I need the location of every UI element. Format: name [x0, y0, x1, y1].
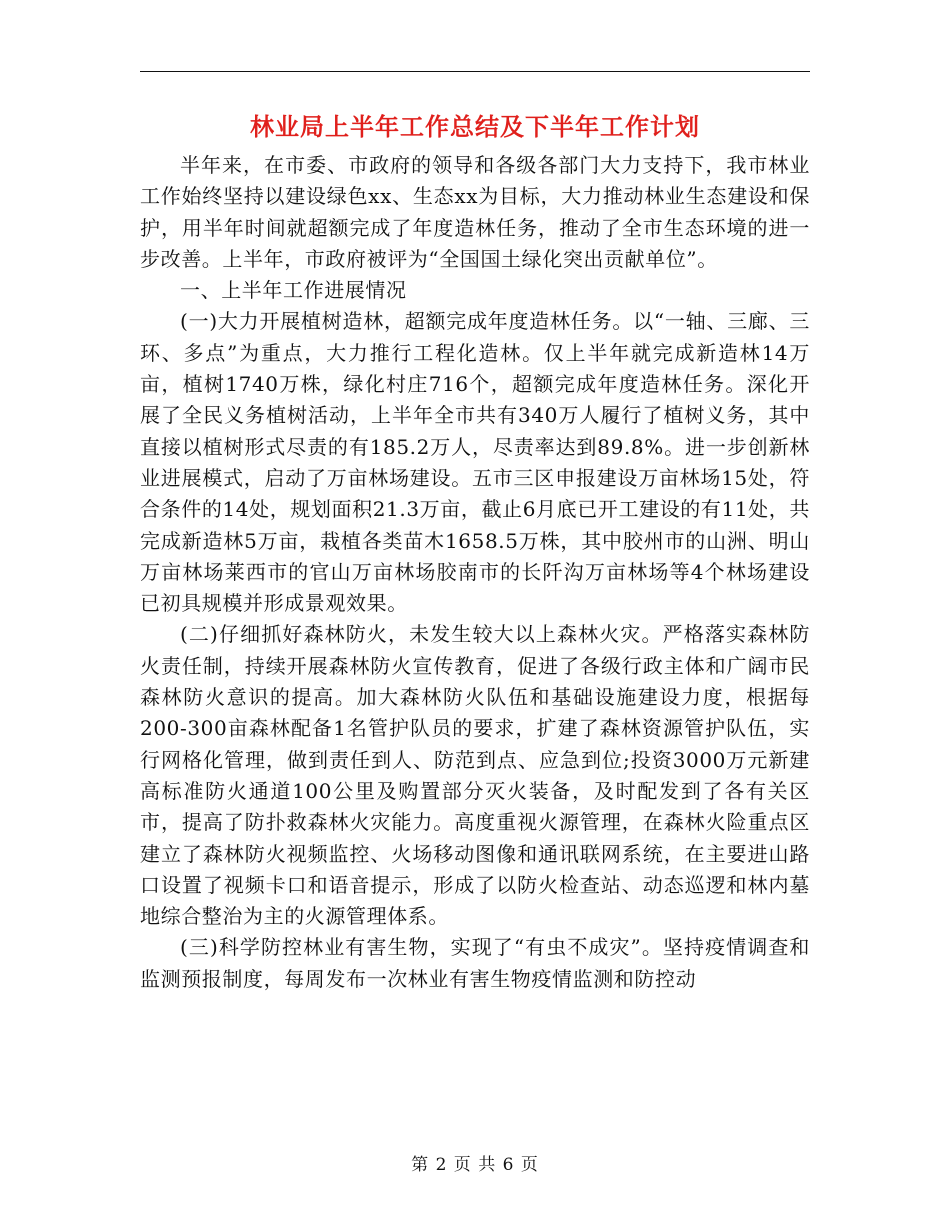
intro-paragraph: 半年来，在市委、市政府的领导和各级各部门大力支持下，我市林业工作始终坚持以建设绿色xx、生态xx为目标，大力推动林业生态建设和保护，用半年时间就超额完成了年度造林任务，推动了全市生态环境的进一步改善。上半年，市政府被评为“全国国土绿化突出贡献单位”。: [140, 153, 810, 271]
page-number: 第 2 页 共 6 页: [411, 1155, 539, 1175]
document-title: 林业局上半年工作总结及下半年工作计划: [250, 112, 700, 141]
afforestation-paragraph: (一)大力开展植树造林，超额完成年度造林任务。以“一轴、三廊、三环、多点”为重点，大力推行工程化造林。仅上半年就完成新造林14万亩，植树1740万株，绿化村庄716个，超额完成年度造林任务。深化开展了全民义务植树活动，上半年全市共有340万人履行了植树义务，其中直接以植树形式尽责的有185.2万人，尽责率达到89.8%。进一步创新林业进展模式，启动了万亩林场建设。五市三区申报建设万亩林场15处，符合条件的14处，规划面积21.3万亩，截止6月底已开工建设的有11处，共完成新造林5万亩，栽植各类苗木1658.5万株，其中胶州市的山洲、明山万亩林场莱西市的官山万亩林场胶南市的长阡沟万亩林场等4个林场建设已初具规模并形成景观效果。: [140, 309, 810, 616]
document-body: [140, 150, 810, 995]
section-heading: 一、上半年工作进展情况: [180, 278, 407, 303]
header-rule: [140, 71, 810, 72]
pest-control-paragraph: (三)科学防控林业有害生物，实现了“有虫不成灾”。坚持疫情调查和监测预报制度，每周发布一次林业有害生物疫情监测和防控动: [140, 935, 810, 991]
fire-prevention-paragraph: (二)仔细抓好森林防火，未发生较大以上森林火灾。严格落实森林防火责任制，持续开展森林防火宣传教育，促进了各级行政主体和广阔市民森林防火意识的提高。加大森林防火队伍和基础设施建设力度，根据每200-300亩森林配备1名管护队员的要求，扩建了森林资源管护队伍，实行网格化管理，做到责任到人、防范到点、应急到位;投资3000万元新建高标准防火通道100公里及购置部分灭火装备，及时配发到了各有关区市，提高了防扑救森林火灾能力。高度重视火源管理，在森林火险重点区建立了森林防火视频监控、火场移动图像和通讯联网系统，在主要进山路口设置了视频卡口和语音提示，形成了以防火检查站、动态巡逻和林内墓地综合整治为主的火源管理体系。: [140, 622, 810, 929]
